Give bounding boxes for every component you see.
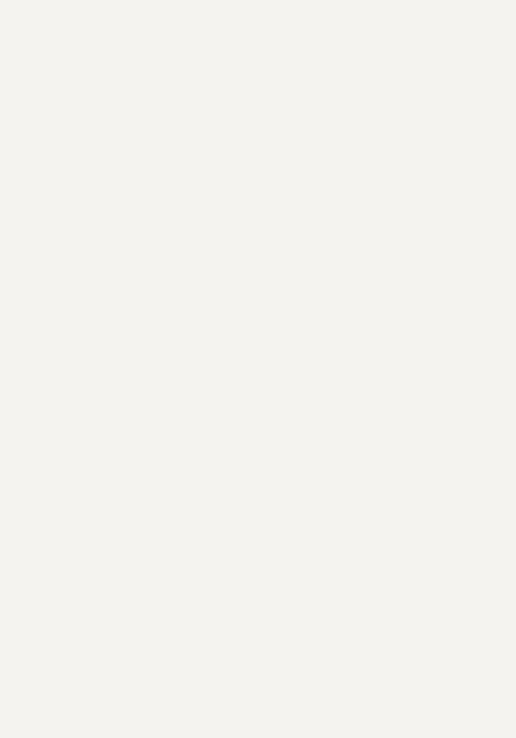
text-block-top-right: [24, 48, 354, 277]
text-block-bottom: [18, 405, 498, 634]
